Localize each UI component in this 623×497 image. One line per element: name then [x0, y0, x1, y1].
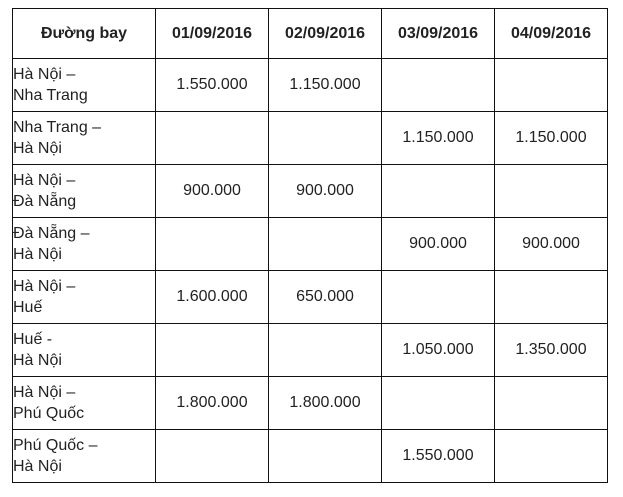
- route-cell: [13, 112, 156, 165]
- price-cell: [382, 59, 495, 112]
- price-cell: [495, 377, 608, 430]
- table-row: [13, 165, 608, 218]
- route-line: Phú Quốc: [13, 405, 85, 422]
- price-cell: 650.000: [269, 271, 382, 324]
- table-row: [13, 377, 608, 430]
- price-cell: 1.800.000: [269, 377, 382, 430]
- price-cell: [495, 430, 608, 483]
- header-date: 01/09/2016: [156, 9, 269, 59]
- route-cell: [13, 324, 156, 377]
- price-cell: 1.550.000: [382, 430, 495, 483]
- route-line: Đà Nẵng –: [13, 225, 90, 242]
- price-cell: 1.550.000: [156, 59, 269, 112]
- route-line: Hà Nội: [13, 246, 62, 263]
- price-cell: [382, 377, 495, 430]
- price-cell: [156, 430, 269, 483]
- route-cell: [13, 430, 156, 483]
- header-date: 03/09/2016: [382, 9, 495, 59]
- route-line: Nha Trang: [13, 87, 88, 104]
- price-cell: [495, 271, 608, 324]
- route-cell: [13, 218, 156, 271]
- price-cell: [495, 165, 608, 218]
- table-row: [13, 430, 608, 483]
- table-body: [13, 59, 608, 483]
- price-cell: 1.150.000: [269, 59, 382, 112]
- route-line: Hà Nội: [13, 140, 62, 157]
- route-line: Huế: [13, 299, 43, 316]
- price-cell: 1.050.000: [382, 324, 495, 377]
- price-cell: [156, 112, 269, 165]
- route-cell: [13, 59, 156, 112]
- header-date: 02/09/2016: [269, 9, 382, 59]
- table-header: [13, 9, 608, 59]
- price-cell: [156, 218, 269, 271]
- price-cell: 900.000: [156, 165, 269, 218]
- route-line: Hà Nội: [13, 458, 62, 475]
- table-row: [13, 59, 608, 112]
- route-cell: [13, 271, 156, 324]
- route-line: Huế -: [13, 331, 53, 348]
- price-cell: 1.150.000: [382, 112, 495, 165]
- price-cell: 1.800.000: [156, 377, 269, 430]
- price-cell: 1.350.000: [495, 324, 608, 377]
- price-cell: [382, 165, 495, 218]
- price-cell: 1.600.000: [156, 271, 269, 324]
- table-row: [13, 112, 608, 165]
- route-line: Hà Nội –: [13, 384, 76, 401]
- table-row: [13, 271, 608, 324]
- flight-fare-table: [12, 8, 608, 483]
- price-cell: [269, 430, 382, 483]
- route-line: Nha Trang –: [13, 119, 102, 136]
- route-cell: [13, 165, 156, 218]
- route-line: Hà Nội: [13, 352, 62, 369]
- price-cell: [156, 324, 269, 377]
- route-line: Hà Nội –: [13, 278, 76, 295]
- price-cell: 900.000: [269, 165, 382, 218]
- route-line: Phú Quốc –: [13, 437, 98, 454]
- table-row: [13, 324, 608, 377]
- price-cell: 900.000: [495, 218, 608, 271]
- route-line: Đà Nẵng: [13, 193, 77, 210]
- price-cell: [382, 271, 495, 324]
- header-route: Đường bay: [13, 9, 156, 59]
- price-cell: 900.000: [382, 218, 495, 271]
- price-cell: [269, 218, 382, 271]
- table-row: [13, 218, 608, 271]
- price-cell: 1.150.000: [495, 112, 608, 165]
- route-cell: [13, 377, 156, 430]
- route-line: Hà Nội –: [13, 66, 76, 83]
- price-cell: [269, 324, 382, 377]
- route-line: Hà Nội –: [13, 172, 76, 189]
- price-cell: [495, 59, 608, 112]
- header-row: [13, 9, 608, 59]
- header-date: 04/09/2016: [495, 9, 608, 59]
- price-cell: [269, 112, 382, 165]
